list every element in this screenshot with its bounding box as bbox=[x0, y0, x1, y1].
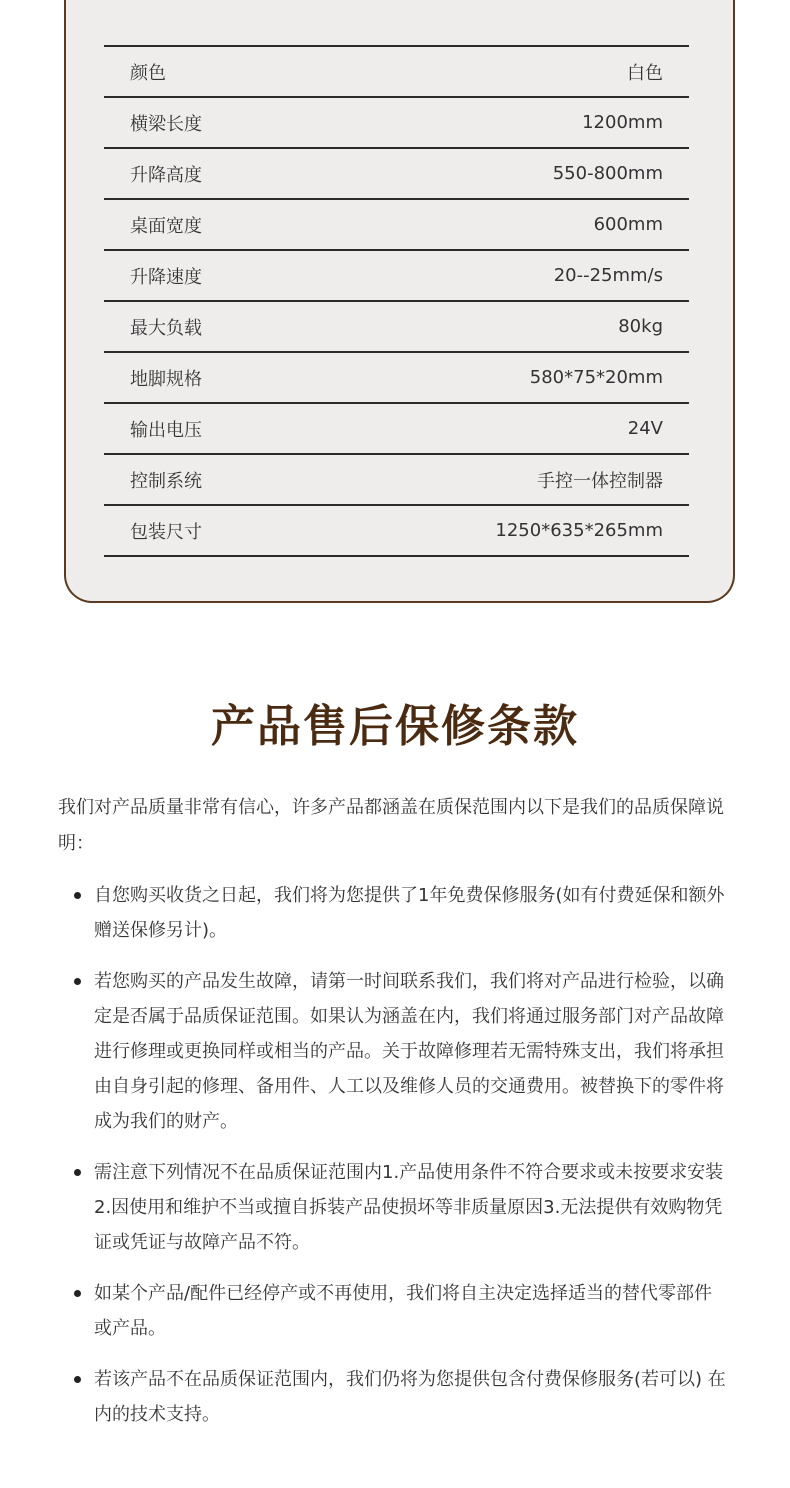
spec-label: 颜色 bbox=[130, 62, 166, 84]
term-text: 若您购买的产品发生故障，请第一时间联系我们，我们将对产品进行检验，以确定是否属于品质保证范围。如果认为涵盖在内，我们将通过服务部门对产品故障进行修理或更换同样或相当的产品。关于故障修理若无需特殊支出，我们将承担由自身引起的修理、备用件、人工以及维修人员的交通费用。被替换下的零件将成为我们的财产。 bbox=[94, 971, 724, 1132]
spec-label: 升降速度 bbox=[130, 266, 202, 288]
spec-label: 地脚规格 bbox=[130, 368, 202, 390]
spec-label: 桌面宽度 bbox=[130, 215, 202, 237]
spec-row-lift-speed bbox=[104, 251, 689, 302]
warranty-intro: 我们对产品质量非常有信心，许多产品都涵盖在质保范围内以下是我们的品质保障说明： bbox=[58, 797, 724, 854]
list-item bbox=[58, 1155, 730, 1260]
spec-row-package-size bbox=[104, 506, 689, 557]
bullet-dot-icon bbox=[74, 1376, 81, 1383]
spec-value: 600mm bbox=[593, 214, 663, 235]
term-text: 自您购买收货之日起，我们将为您提供了1年免费保修服务(如有付费延保和额外赠送保修另计)。 bbox=[94, 885, 725, 941]
spec-label: 控制系统 bbox=[130, 470, 202, 492]
spec-row-control-system bbox=[104, 455, 689, 506]
warranty-title: 产品售后保修条款 bbox=[211, 701, 579, 752]
spec-value: 1250*635*265mm bbox=[495, 520, 663, 541]
spec-label: 升降高度 bbox=[130, 164, 202, 186]
bullet-dot-icon bbox=[74, 1169, 81, 1176]
spec-label: 横梁长度 bbox=[130, 113, 202, 135]
spec-row-output-voltage bbox=[104, 404, 689, 455]
spec-row-beam-length bbox=[104, 98, 689, 149]
term-text: 需注意下列情况不在品质保证范围内1.产品使用条件不符合要求或未按要求安装2.因使用和维护不当或擅自拆装产品使损坏等非质量原因3.无法提供有效购物凭证或凭证与故障产品不符。 bbox=[94, 1162, 724, 1253]
spec-row-color bbox=[104, 47, 689, 98]
spec-card bbox=[64, 0, 735, 603]
spec-row-foot-spec bbox=[104, 353, 689, 404]
spec-row-lift-height bbox=[104, 149, 689, 200]
spec-row-max-load bbox=[104, 302, 689, 353]
spec-value: 550-800mm bbox=[552, 163, 663, 184]
term-text: 若该产品不在品质保证范围内，我们仍将为您提供包含付费保修服务(若可以) 在内的技术支持。 bbox=[94, 1369, 726, 1425]
spec-table bbox=[104, 45, 689, 557]
list-item bbox=[58, 878, 730, 948]
spec-value: 20--25mm/s bbox=[553, 265, 663, 286]
spec-label: 包装尺寸 bbox=[130, 521, 202, 543]
term-text: 如某个产品/配件已经停产或不再使用，我们将自主决定选择适当的替代零部件或产品。 bbox=[94, 1283, 713, 1339]
spec-value: 1200mm bbox=[582, 112, 663, 133]
list-item bbox=[58, 964, 730, 1139]
spec-value: 手控一体控制器 bbox=[537, 470, 663, 492]
spec-label: 最大负载 bbox=[130, 317, 202, 339]
spec-row-desktop-width bbox=[104, 200, 689, 251]
list-item bbox=[58, 1362, 730, 1432]
bullet-dot-icon bbox=[74, 892, 81, 899]
bullet-dot-icon bbox=[74, 978, 81, 985]
warranty-terms-list bbox=[58, 878, 730, 1448]
spec-value: 白色 bbox=[627, 62, 663, 84]
spec-value: 580*75*20mm bbox=[529, 367, 663, 388]
bullet-dot-icon bbox=[74, 1290, 81, 1297]
spec-value: 80kg bbox=[618, 316, 663, 337]
spec-value: 24V bbox=[627, 418, 663, 439]
list-item bbox=[58, 1276, 730, 1346]
spec-label: 输出电压 bbox=[130, 419, 202, 441]
